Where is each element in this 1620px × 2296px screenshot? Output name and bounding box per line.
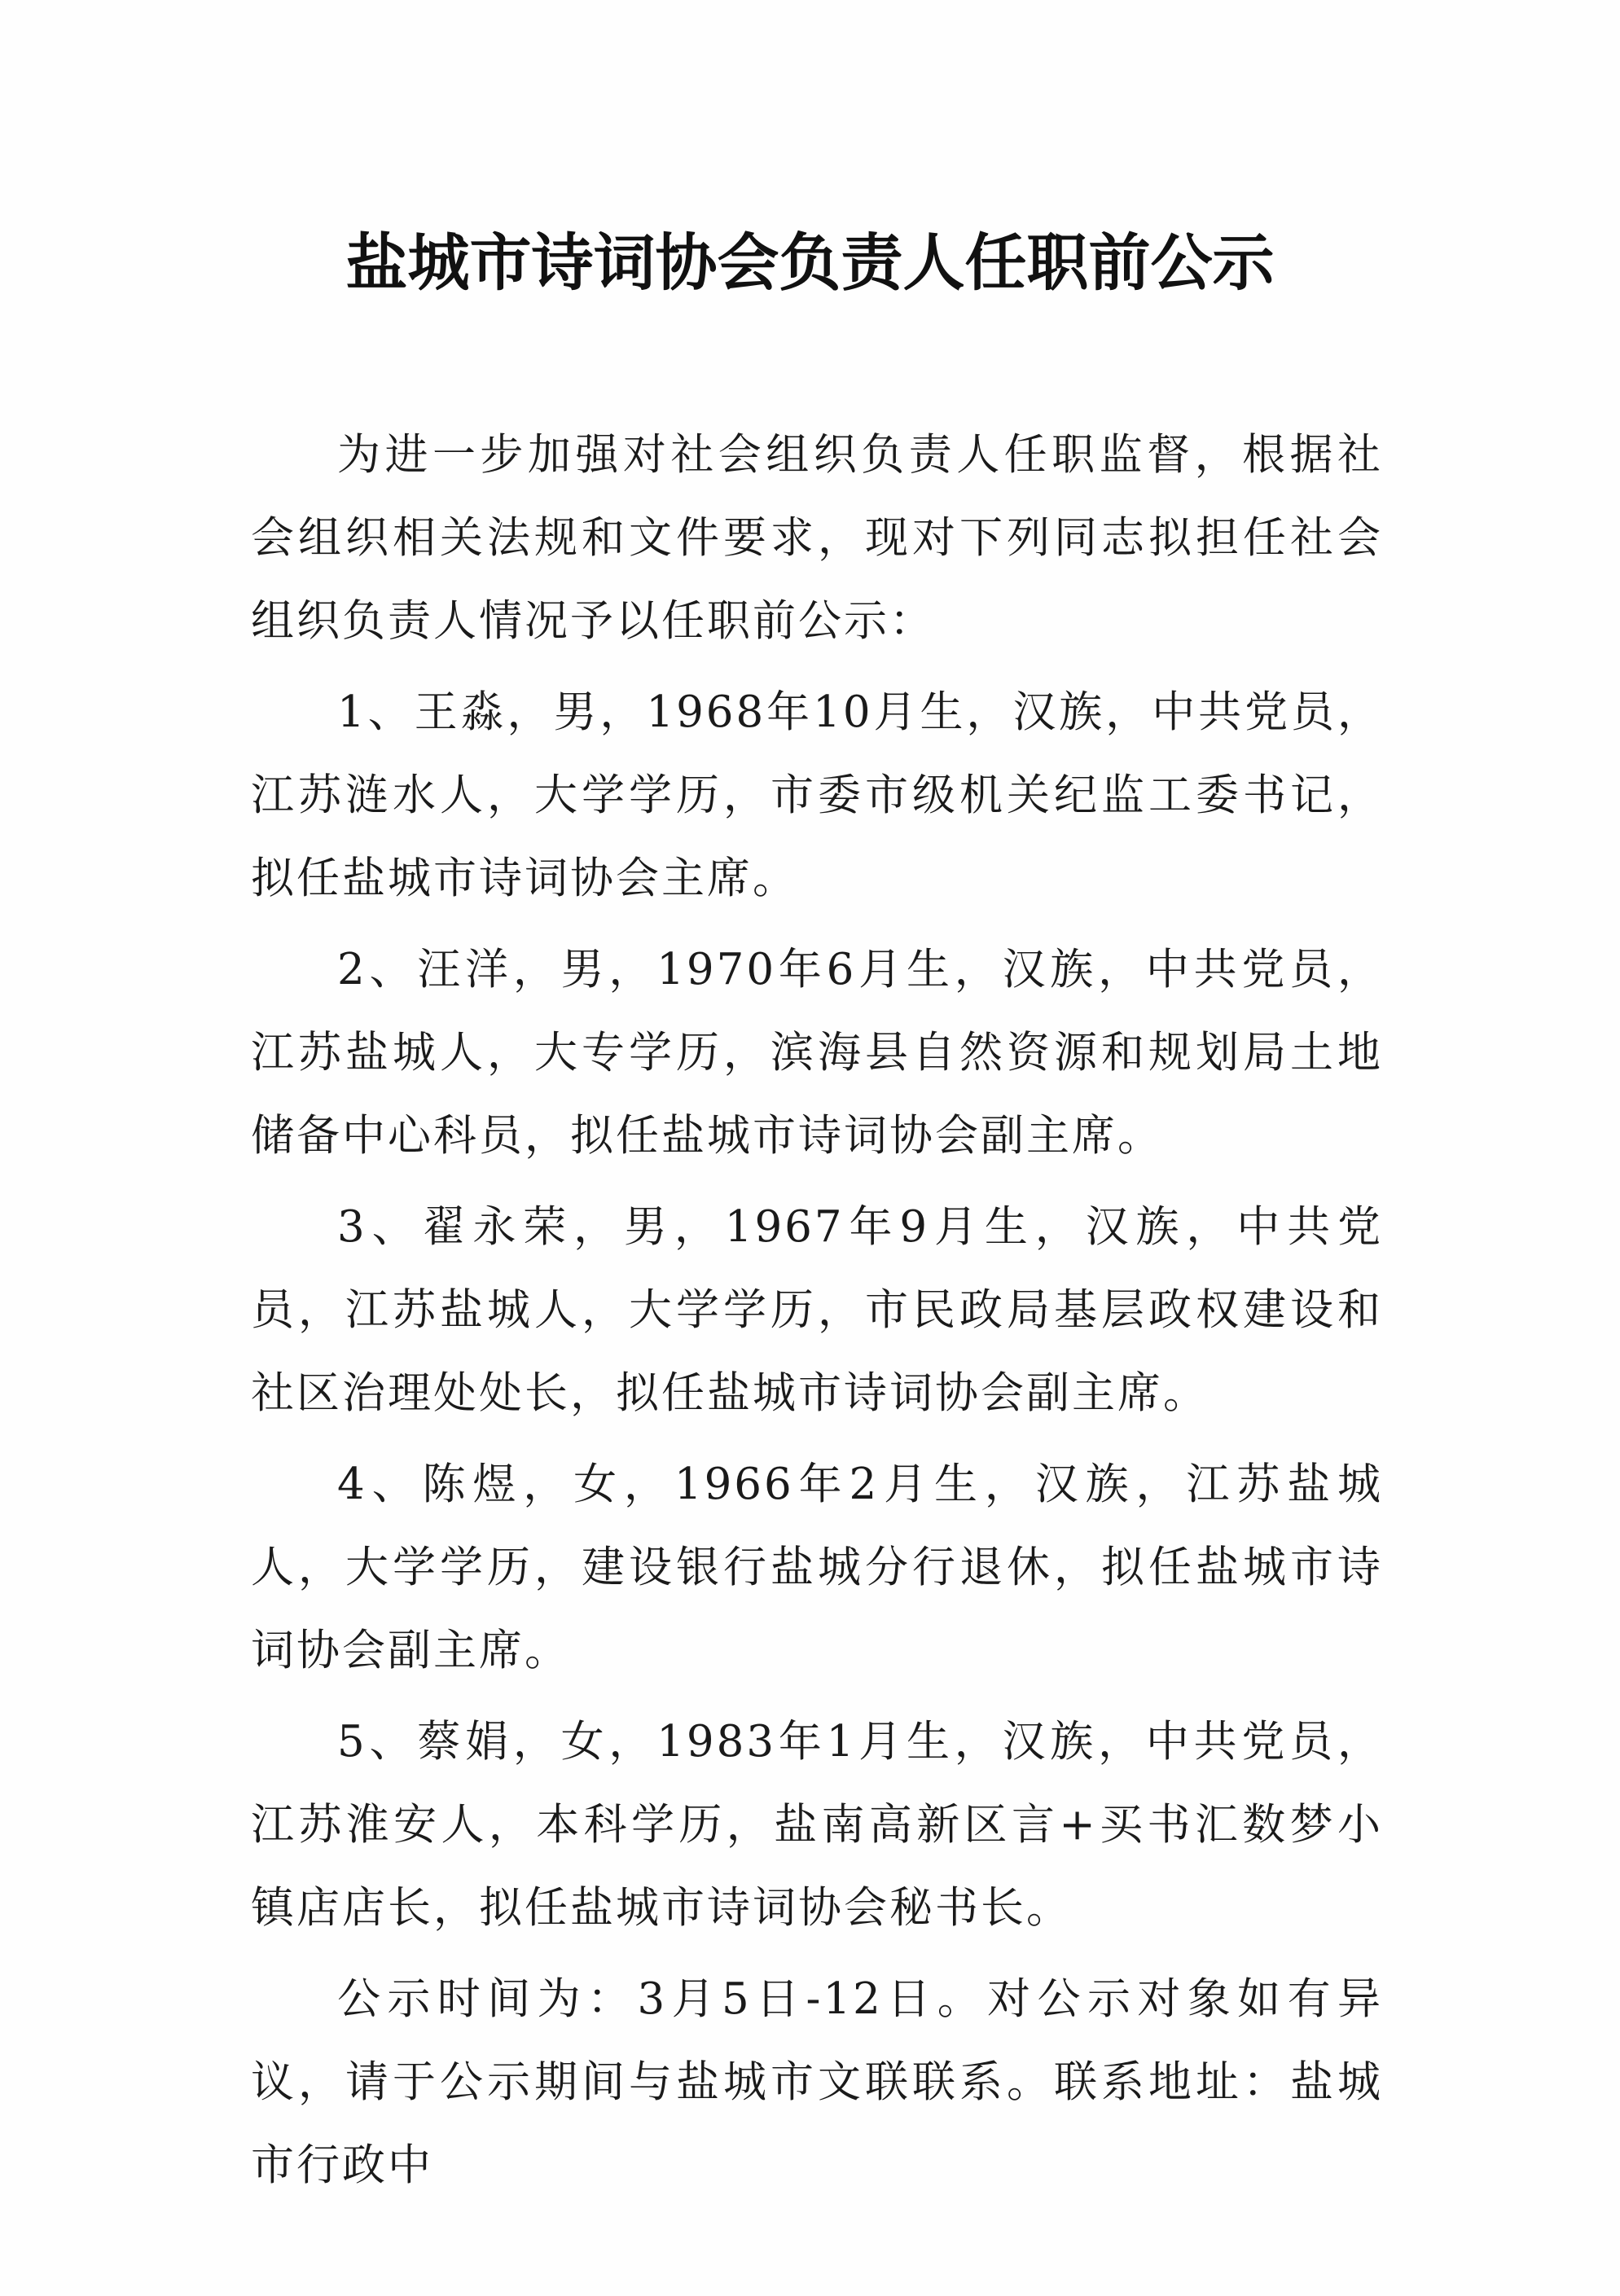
intro-paragraph: 为进一步加强对社会组织负责人任职监督，根据社会组织相关法规和文件要求，现对下列同志拟担任社会组织负责人情况予以任职前公示： [251,430,1383,646]
document-title: 盐城市诗词协会负责人任职前公示 [345,226,1275,299]
candidate-paragraph-2: 2、汪洋，男，1970年6月生，汉族，中共党员，江苏盐城人，大专学历，滨海县自然资源和规划局土地储备中心科员，拟任盐城市诗词协会副主席。 [251,945,1383,1161]
candidate-paragraph-5: 5、蔡娟，女，1983年1月生，汉族，中共党员，江苏淮安人，本科学历，盐南高新区言+买书汇数梦小镇店店长，拟任盐城市诗词协会秘书长。 [251,1717,1383,1933]
document-body [251,414,1383,2207]
candidate-paragraph-1: 1、王淼，男，1968年10月生，汉族，中共党员，江苏涟水人，大学学历，市委市级机关纪监工委书记，拟任盐城市诗词协会主席。 [251,687,1383,903]
notice-period-paragraph: 公示时间为：3月5日-12日。对公示对象如有异议，请于公示期间与盐城市文联联系。联系地址：盐城市行政中 [251,1974,1383,2190]
candidate-paragraph-4: 4、陈煜，女，1966年2月生，汉族，江苏盐城人，大学学历，建设银行盐城分行退休，拟任盐城市诗词协会副主席。 [251,1460,1383,1675]
candidate-paragraph-3: 3、翟永荣，男，1967年9月生，汉族，中共党员，江苏盐城人，大学学历，市民政局基层政权建设和社区治理处处长，拟任盐城市诗词协会副主席。 [251,1202,1383,1418]
